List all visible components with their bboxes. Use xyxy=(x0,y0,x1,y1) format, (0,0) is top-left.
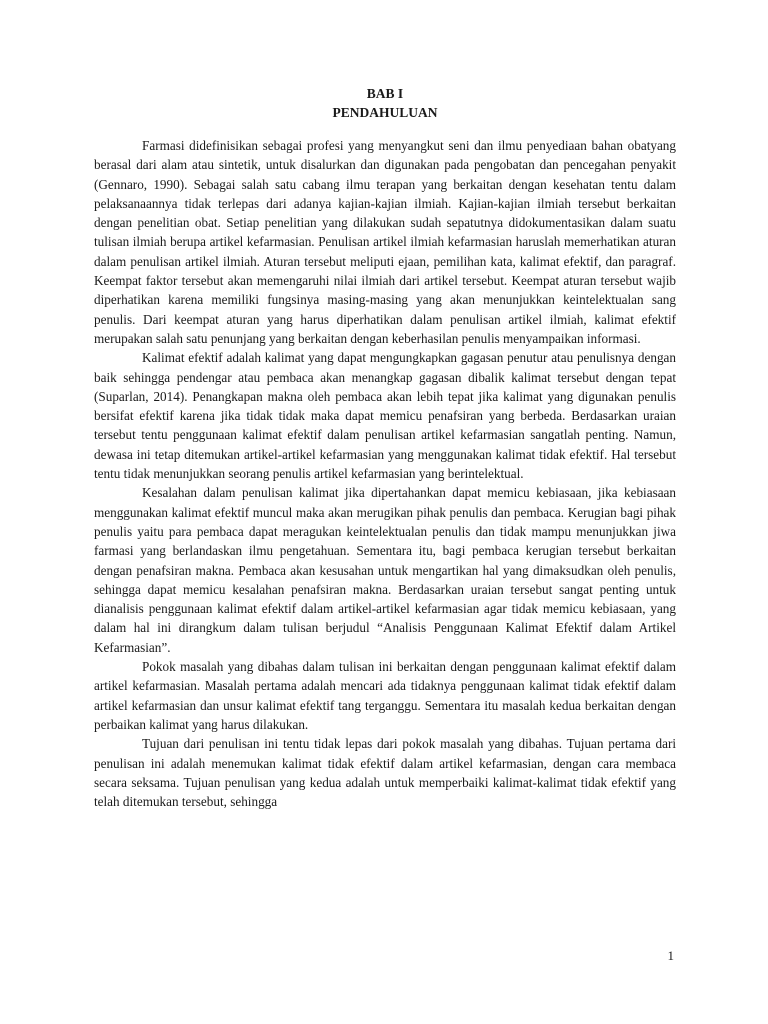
paragraph: Kalimat efektif adalah kalimat yang dapat mengungkapkan gagasan penutur atau penulisnya dengan baik sehingga pendengar atau pembaca akan menangkap gagasan dibalik kalimat tersebut dengan tepat (Suparlan, 2014). Penangkapan makna oleh pembaca akan lebih tepat jika kalimat yang digunakan penulis bersifat efektif karena jika tidak tidak maka dapat memicu penafsiran yang berbeda. Berdasarkan uraian tersebut tentu penggunaan kalimat efektif dalam penulisan artikel kefarmasian sangatlah penting. Namun, dewasa ini tetap ditemukan artikel-artikel kefarmasian yang menggunakan kalimat tidak efektif. Hal tersebut tentu tidak menunjukkan seorang penulis artikel kefarmasian yang berintelektual. xyxy=(94,350,676,482)
document-body xyxy=(94,136,676,811)
paragraph: Farmasi didefinisikan sebagai profesi yang menyangkut seni dan ilmu penyediaan bahan obatyang berasal dari alam atau sintetik, untuk disalurkan dan digunakan pada pengobatan dan pencegahan penyakit (Gennaro, 1990). Sebagai salah satu cabang ilmu terapan yang berkaitan dengan kesehatan tentu dalam pelaksanaannya tidak terlepas dari adanya kajian-kajian ilmiah. Kajian-kajian ilmiah tersebut berkaitan dengan penelitian obat. Setiap penelitian yang dilakukan sudah sepatutnya didokumentasikan dalam suatu tulisan ilmiah berupa artikel kefarmasian. Penulisan artikel ilmiah kefarmasian haruslah memerhatikan aturan dalam penulisan artikel ilmiah. Aturan tersebut meliputi ejaan, pemilihan kata, kalimat efektif, dan paragraf. Keempat faktor tersebut akan memengaruhi nilai ilmiah dari artikel tersebut. Keempat aturan tersebut wajib diperhatikan karena memiliki fungsinya masing-masing yang akan menunjukkan keintelektualan sang penulis. Dari keempat aturan yang harus diperhatikan dalam penulisan artikel ilmiah, kalimat efektif merupakan salah satu penunjang yang berkaitan dengan keberhasilan penulis menyampaikan informasi. xyxy=(94,138,676,346)
paragraph: Pokok masalah yang dibahas dalam tulisan ini berkaitan dengan penggunaan kalimat efektif dalam artikel kefarmasian. Masalah pertama adalah mencari ada tidaknya penggunaan kalimat tidak efektif dalam artikel kefarmasian dan unsur kalimat efektif tang terganggu. Sementara itu masalah kedua berkaitan dengan perbaikan kalimat yang harus dilakukan. xyxy=(94,659,676,732)
chapter-title: PENDAHULUAN xyxy=(332,105,438,120)
page-number: 1 xyxy=(667,948,674,963)
chapter-label: BAB I xyxy=(366,86,404,101)
paragraph: Tujuan dari penulisan ini tentu tidak lepas dari pokok masalah yang dibahas. Tujuan pertama dari penulisan ini adalah menemukan kalimat tidak efektif dalam artikel kefarmasian, dengan cara membaca secara seksama. Tujuan penulisan yang kedua adalah untuk memperbaiki kalimat-kalimat tidak efektif yang telah ditemukan tersebut, sehingga xyxy=(94,736,676,810)
paragraph: Kesalahan dalam penulisan kalimat jika dipertahankan dapat memicu kebiasaan, jika kebiasaan menggunakan kalimat efektif muncul maka akan merugikan pihak penulis dan pembaca. Kerugian bagi pihak penulis yaitu para pembaca dapat meragukan keintelektualan penulis dan tidak mampu menunjukkan jiwa farmasi yang berlandaskan ilmu pengetahuan. Sementara itu, bagi pembaca kerugian tersebut berkaitan dengan penafsiran makna. Pembaca akan kesusahan untuk mengartikan hal yang dimaksudkan oleh penulis, sehingga dapat memicu kesalahan penafsiran makna. Berdasarkan uraian tersebut sangat penting untuk dianalisis penggunaan kalimat efektif dalam artikel-artikel kefarmasian agar tidak memicu kebiasaan, yang dalam hal ini dirangkum dalam tulisan berjudul “Analisis Penggunaan Kalimat Efektif dalam Artikel Kefarmasian”. xyxy=(94,485,676,655)
